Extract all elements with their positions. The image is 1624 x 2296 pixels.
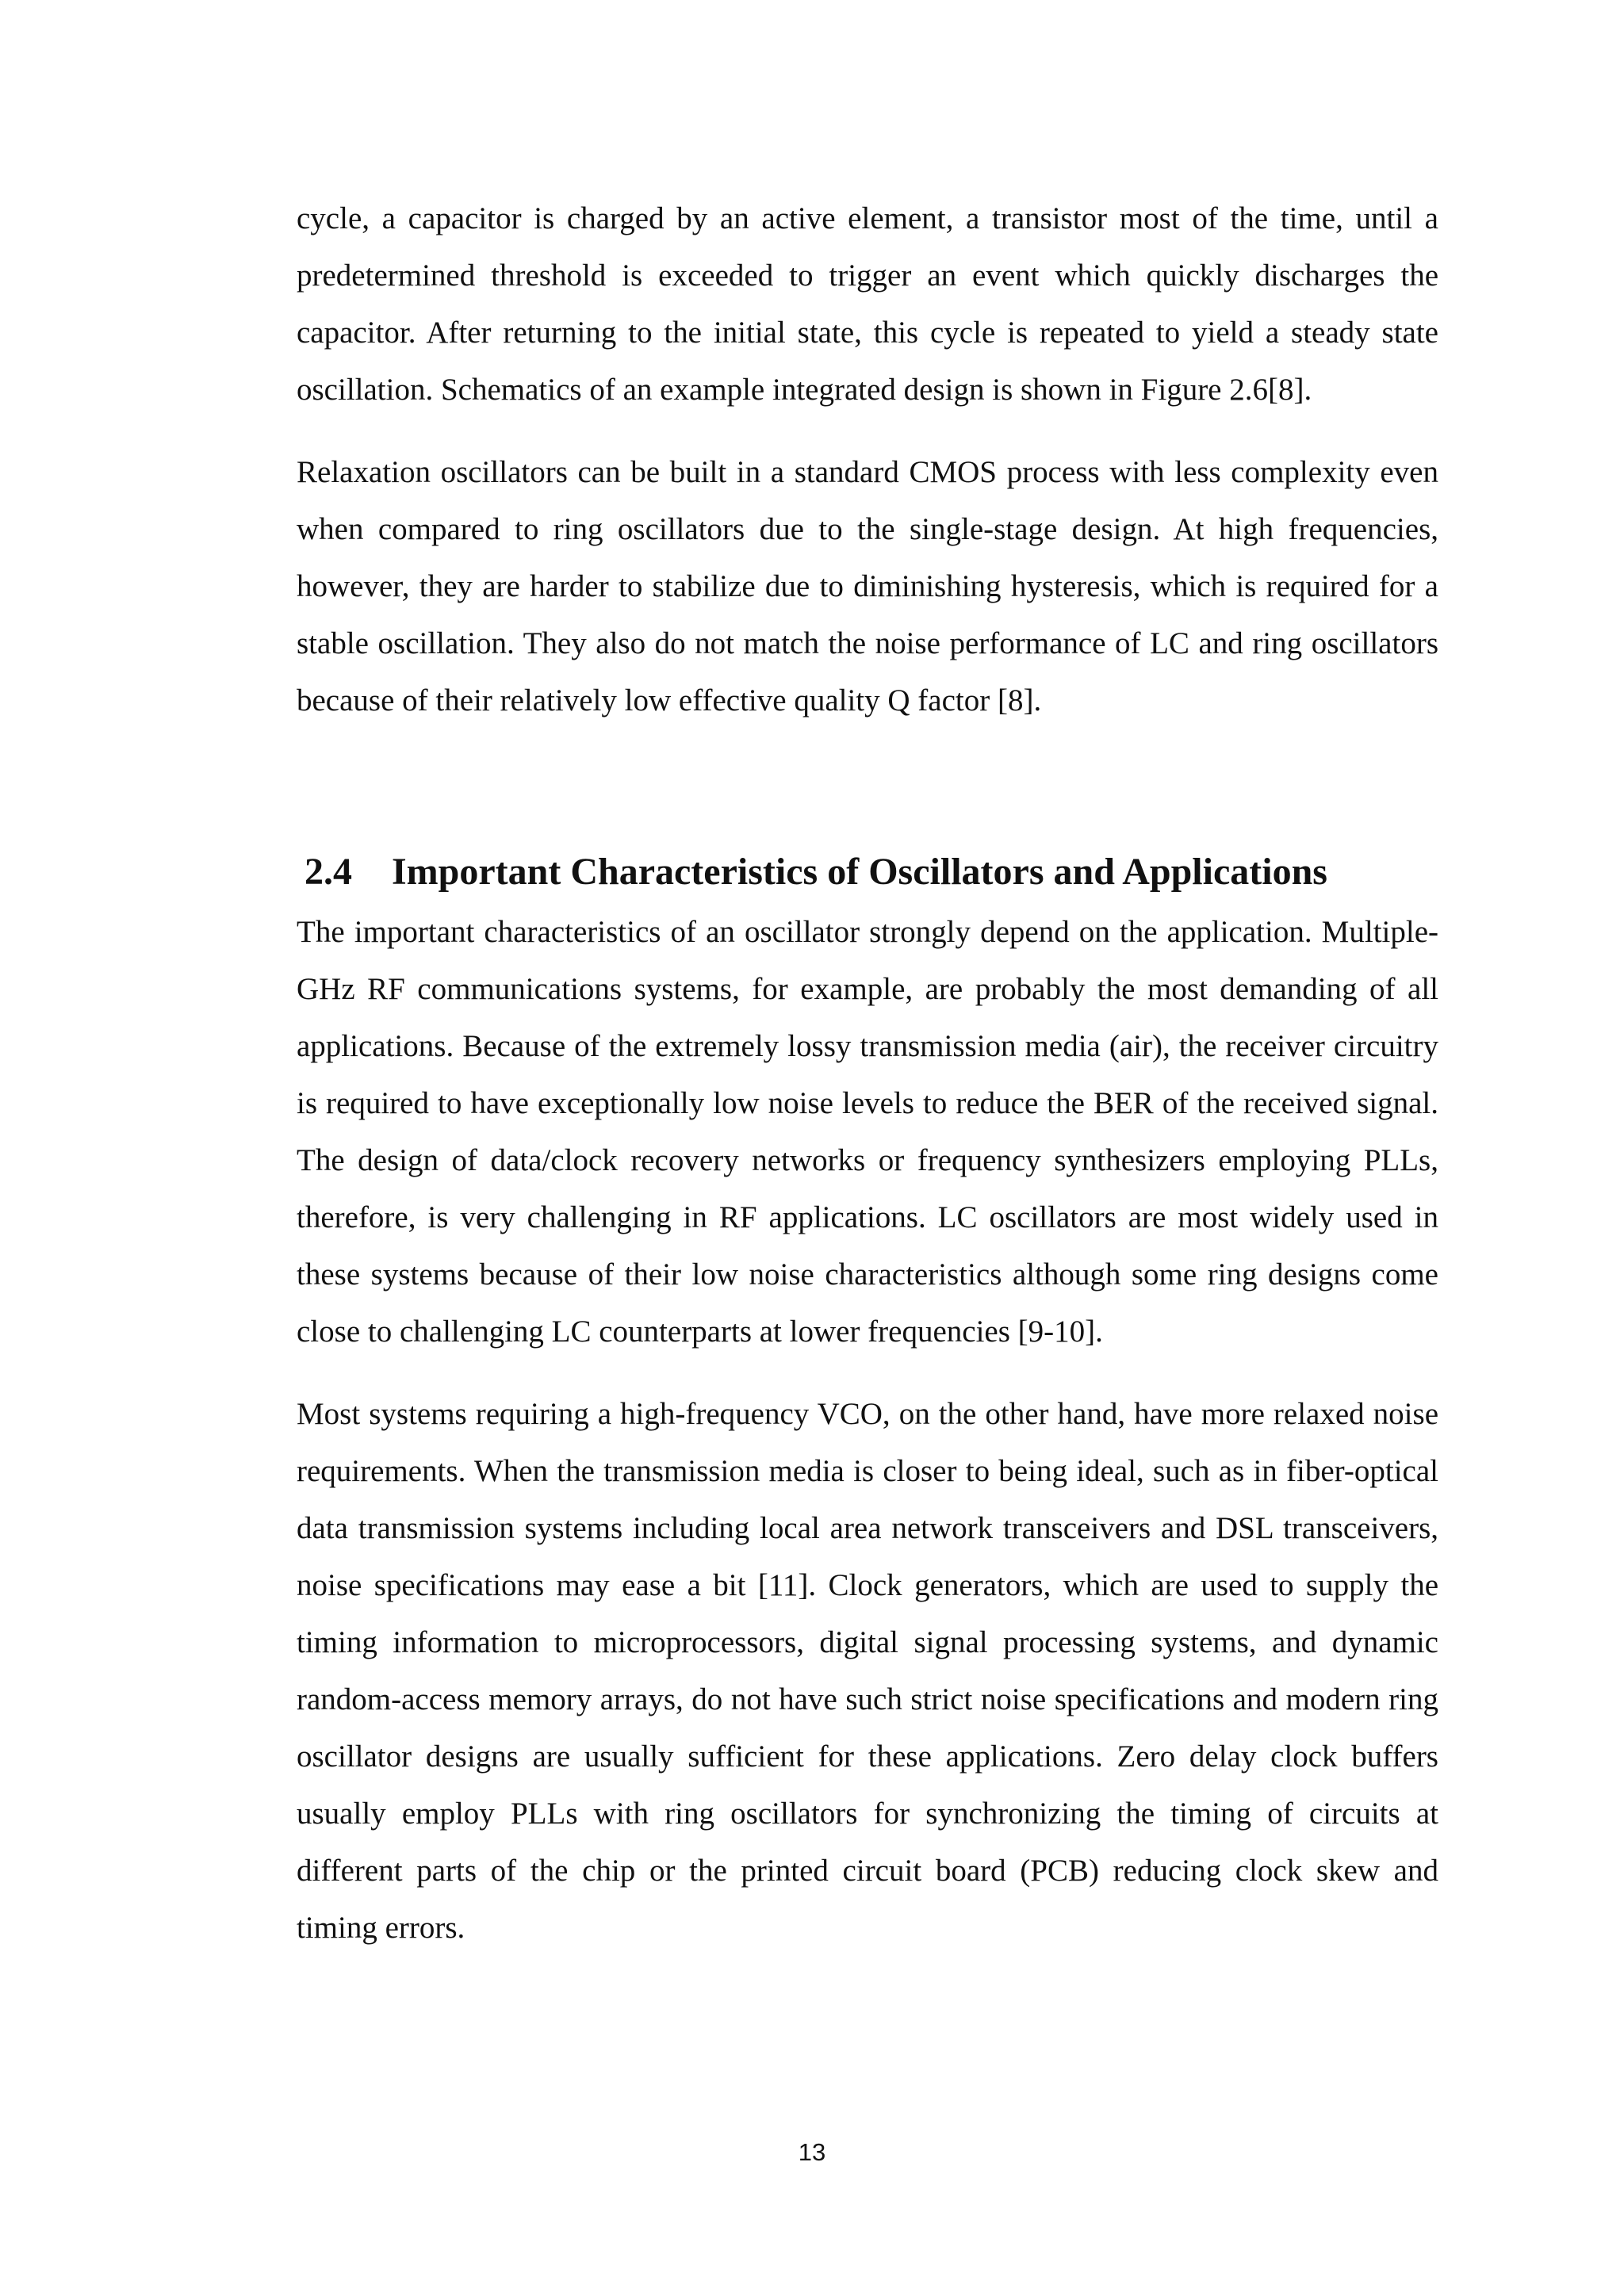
paragraph-relaxation-cmos: Relaxation oscillators can be built in a standard CMOS process with less complexity even when compared to ring oscillators due to the single-stage design. At high frequencies, however, they are harder to stabilize due to diminishing hysteresis, which is required for a stable oscillation. They also do not match the noise performance of LC and ring oscillators because of their relatively low effective quality Q factor [8]. [297,455,1438,718]
paragraph-relaxation-cycle: cycle, a capacitor is charged by an active element, a transistor most of the time, until a predetermined threshold is exceeded to trigger an event which quickly discharges the capacitor. After returning to the initial state, this cycle is repeated to yield a steady state oscillation. Schematics of an example integrated design is shown in Figure 2.6[8]. [297,201,1438,407]
section-heading [297,840,1438,904]
paragraph-characteristics: The important characteristics of an oscillator strongly depend on the application. Multiple-GHz RF communications systems, for example, are probably the most demanding of all applications. Because of the extremely lossy transmission media (air), the receiver circuitry is required to have exceptionally low noise levels to reduce the BER of the received signal. The design of data/clock recovery networks or frequency synthesizers employing PLLs, therefore, is very challenging in RF applications. LC oscillators are most widely used in these systems because of their low noise characteristics although some ring designs come close to challenging LC counterparts at lower frequencies [9-10]. [297,915,1438,1349]
page-content [297,190,1438,1957]
section-spacer [297,729,1438,840]
section-number: 2.4 [304,851,352,893]
paragraph-high-frequency-vco: Most systems requiring a high-frequency VCO, on the other hand, have more relaxed noise requirements. When the transmission media is closer to being ideal, such as in fiber-optical data transmission systems including local area network transceivers and DSL transceivers, noise specifications may ease a bit [11]. Clock generators, which are used to supply the timing information to microprocessors, digital signal processing systems, and dynamic random-access memory arrays, do not have such strict noise specifications and modern ring oscillator designs are usually sufficient for these applications. Zero delay clock buffers usually employ PLLs with ring oscillators for synchronizing the timing of circuits at different parts of the chip or the printed circuit board (PCB) reducing clock skew and timing errors. [297,1397,1438,1945]
section-title: Important Characteristics of Oscillators and Applications [392,851,1327,893]
page-number: 13 [798,2138,826,2166]
paragraph-spacer [297,1360,1438,1386]
paragraph-spacer [297,419,1438,444]
